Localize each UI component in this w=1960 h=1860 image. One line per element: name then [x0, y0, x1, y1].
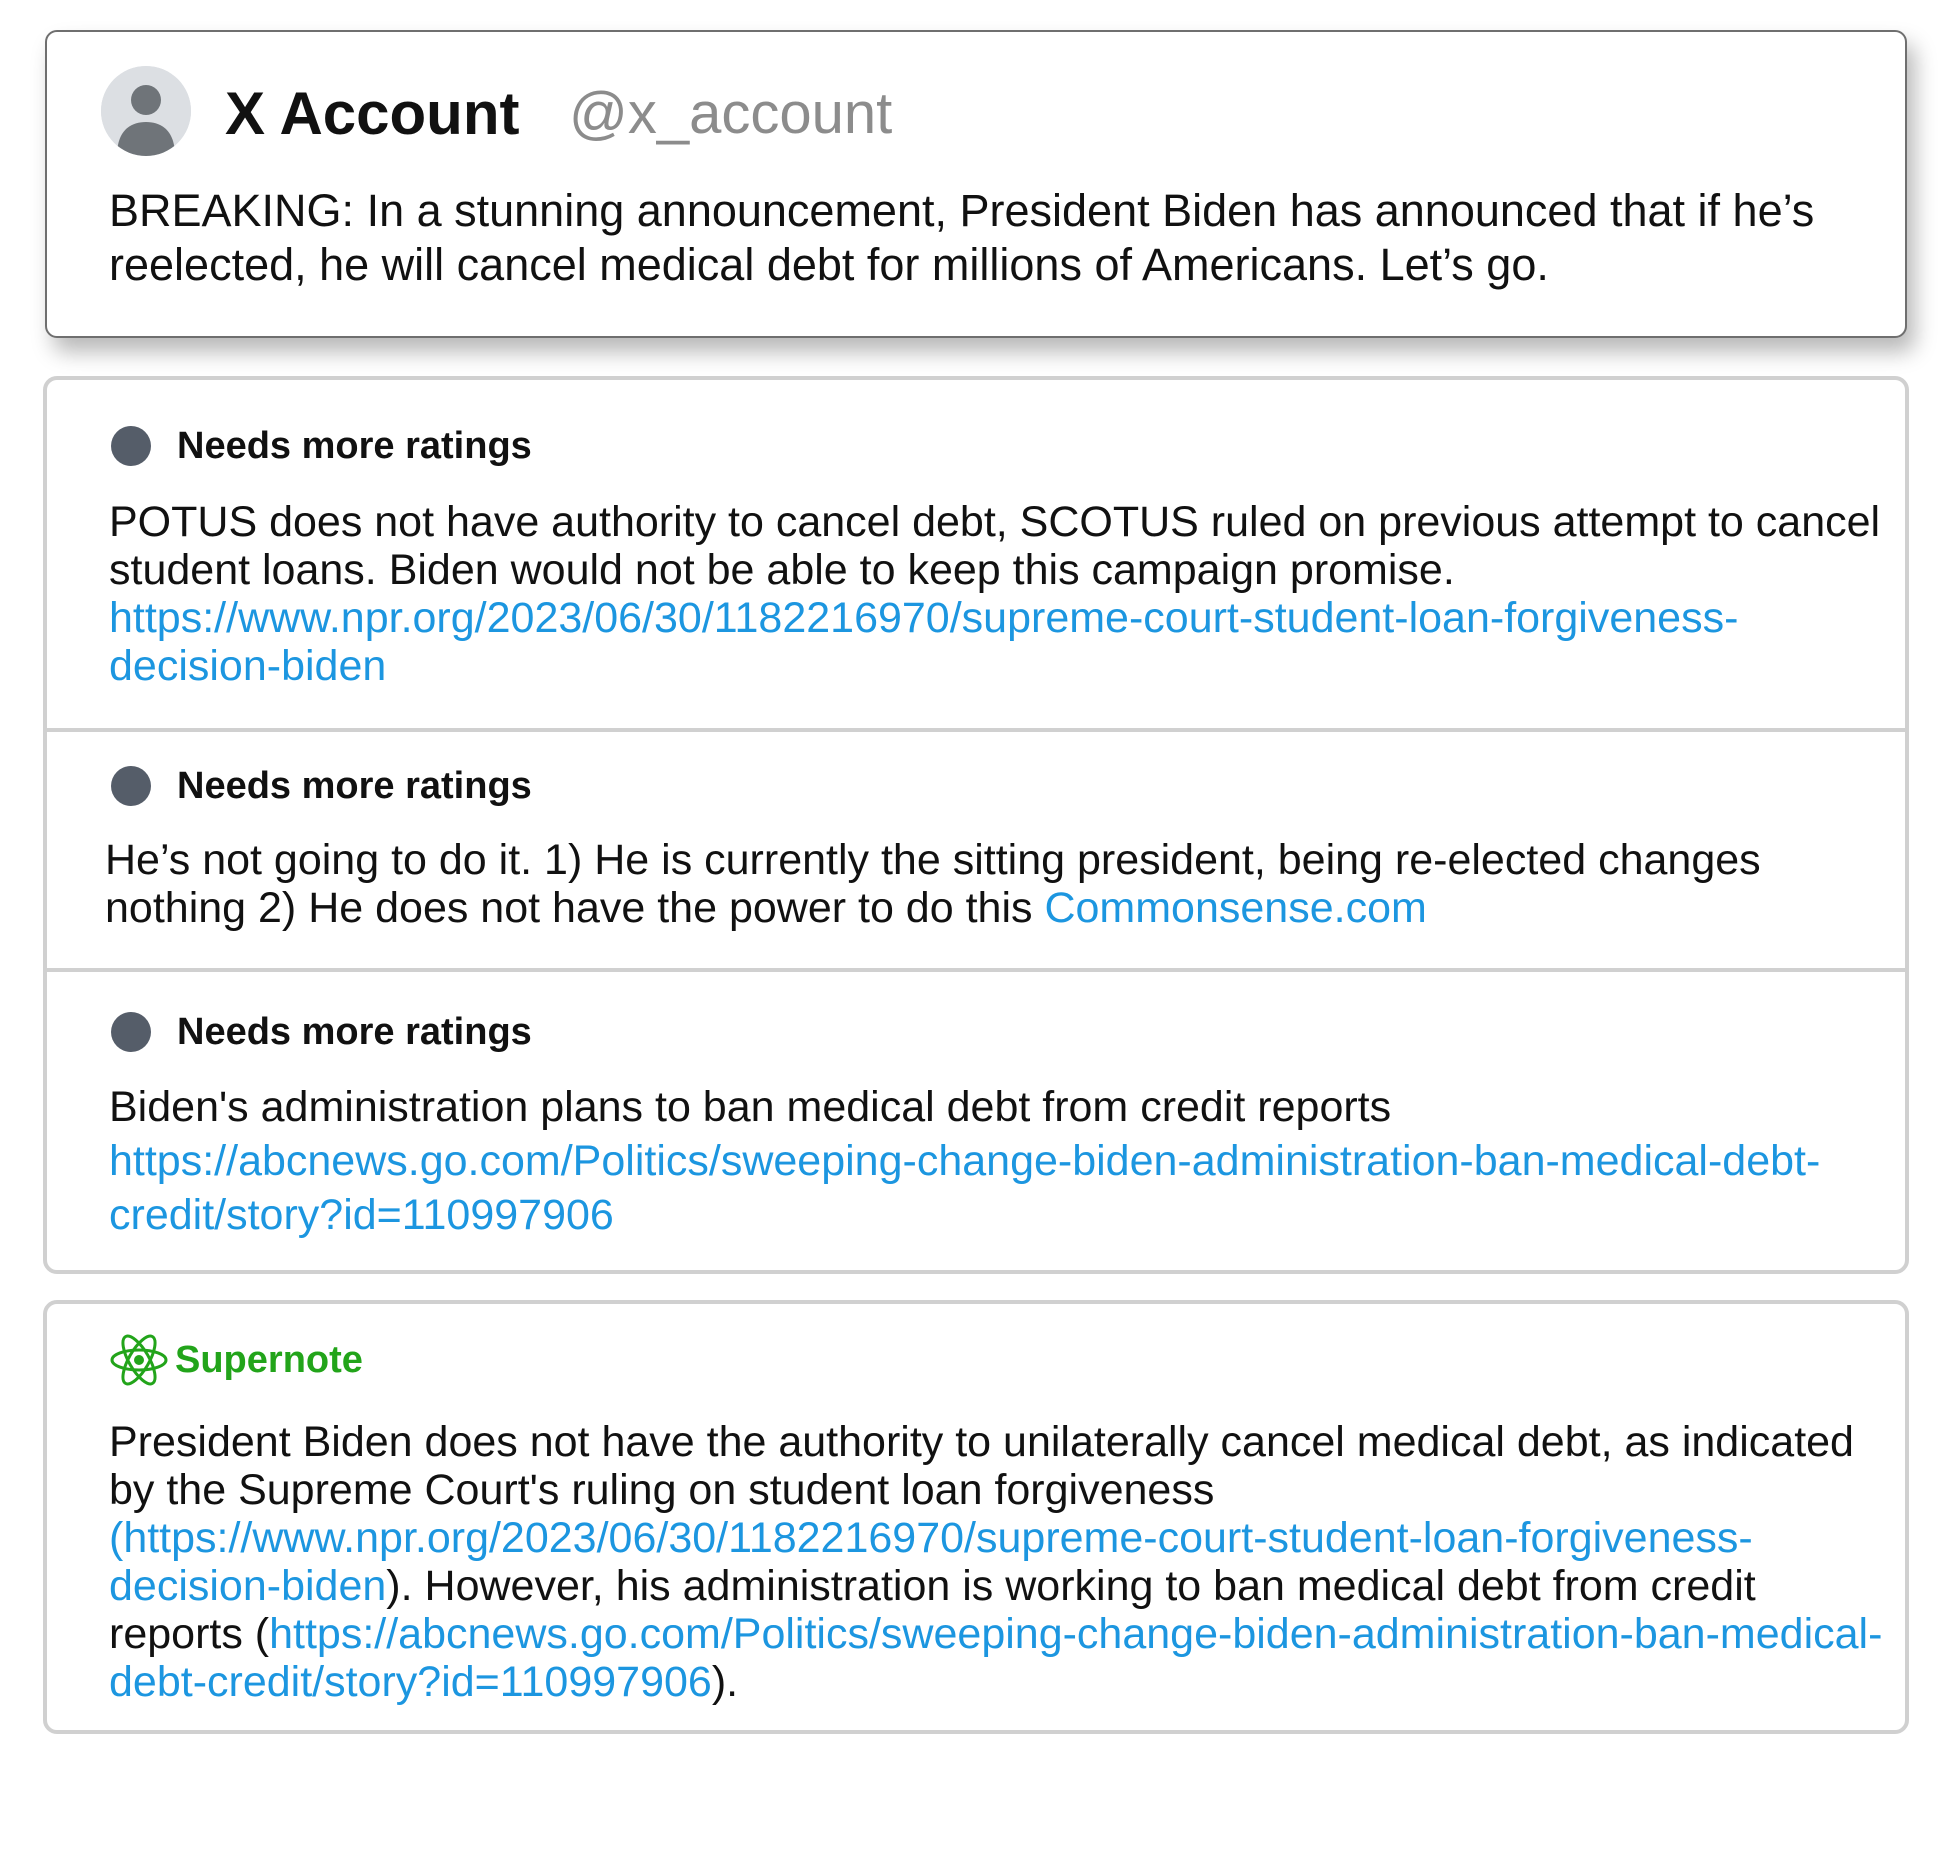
supernote-body-1: President Biden does not have the authority to unilaterally cancel medical debt, as indicated by the Supreme Court's ruling on student loan forgiveness — [109, 1418, 1854, 1514]
default-avatar-icon — [101, 66, 191, 156]
avatar[interactable] — [101, 66, 191, 156]
post-card — [45, 30, 1907, 338]
community-note — [47, 380, 1905, 728]
note-text — [105, 836, 1865, 932]
community-note — [47, 972, 1905, 1270]
supernote-card — [43, 1300, 1909, 1734]
community-notes-list — [43, 376, 1909, 1274]
note-body: He’s not going to do it. 1) He is currently the sitting president, being re-elected changes nothing 2) He does not have the power to do this — [105, 836, 1761, 932]
note-source-link[interactable]: https://abcnews.go.com/Politics/sweeping-change-biden-administration-ban-medical-debt-credit/story?id=110997906 — [109, 1137, 1821, 1239]
note-status: Needs more ratings — [177, 1011, 532, 1053]
supernote-link-npr[interactable]: (https://www.npr.org/2023/06/30/1182216970/supreme-court-student-loan-forgiveness-decision-biden — [109, 1514, 1753, 1610]
note-body: POTUS does not have authority to cancel debt, SCOTUS ruled on previous attempt to cancel student loans. Biden would not be able to keep this campaign promise. — [109, 498, 1881, 594]
note-text — [109, 498, 1889, 690]
note-status: Needs more ratings — [177, 425, 532, 467]
atom-icon — [109, 1330, 169, 1390]
note-source-link[interactable]: Commonsense.com — [1044, 884, 1427, 932]
post-text: BREAKING: In a stunning announcement, President Biden has announced that if he’s reelected, he will cancel medical debt for millions of Americans. Let’s go. — [109, 185, 1815, 290]
supernote-body-3: ). — [711, 1658, 739, 1706]
account-handle[interactable]: @x_account — [569, 81, 893, 146]
supernote-text — [109, 1418, 1889, 1706]
display-name[interactable]: X Account — [225, 80, 520, 147]
note-status: Needs more ratings — [177, 765, 532, 807]
supernote-label: Supernote — [175, 1339, 363, 1381]
status-dot-icon — [111, 766, 151, 806]
community-note — [47, 732, 1905, 968]
note-text — [109, 1080, 1869, 1242]
note-source-link[interactable]: https://www.npr.org/2023/06/30/1182216970/supreme-court-student-loan-forgiveness-decision-biden — [109, 594, 1739, 690]
status-dot-icon — [111, 426, 151, 466]
note-body: Biden's administration plans to ban medical debt from credit reports — [109, 1083, 1392, 1131]
status-dot-icon — [111, 1012, 151, 1052]
supernote-body-2: ). However, his administration is working to ban medical debt from credit reports ( — [109, 1562, 1756, 1658]
supernote-link-abc[interactable]: https://abcnews.go.com/Politics/sweeping-change-biden-administration-ban-medical-debt-credit/story?id=110997906 — [109, 1610, 1883, 1706]
